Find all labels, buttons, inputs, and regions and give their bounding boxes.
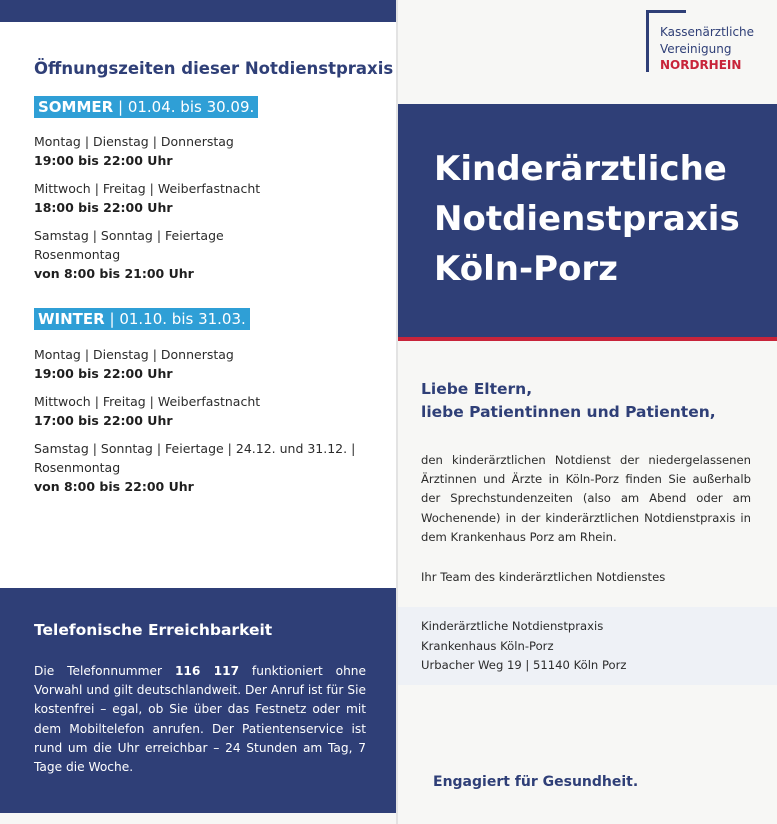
phone-text-after: funktioniert ohne Vorwahl und gilt deutschlandweit. Der Anruf ist für Sie kostenfrei – egal, ob Sie über das Festnetz oder mit dem Mobiltelefon anrufen. Der Patientenservice ist rund um die Uhr erreichbar – 24 Stunden am Tag, 7 Tage die Woche.	[34, 664, 367, 775]
opening-hours-panel	[0, 22, 396, 588]
days-label: Montag | Dienstag | Donnerstag	[34, 134, 234, 149]
summer-label: SOMMER	[38, 98, 114, 116]
title-accent-line	[398, 337, 777, 341]
days-label-2: Rosenmontag	[34, 247, 121, 262]
phone-number: 116 117	[174, 664, 240, 678]
title-block	[398, 104, 777, 337]
team-signature: Ihr Team des kinderärztlichen Notdienstes	[421, 570, 666, 584]
greeting-line-2: liebe Patientinnen und Patienten,	[421, 403, 716, 421]
intro-text: den kinderärztlichen Notdienst der niedergelassenen Ärztinnen und Ärzte in Köln-Porz finden Sie außerhalb der Sprechstundenzeiten (also am Abend oder am Wochenende) in der kinderärztlichen Notdienstpraxis in dem Krankenhaus Porz am Rhein.	[421, 453, 751, 544]
address-box	[398, 607, 777, 685]
summer-weekend-hours	[34, 226, 224, 283]
days-label: Mittwoch | Freitag | Weiberfastnacht	[34, 394, 261, 409]
winter-weekday-hours	[34, 345, 234, 383]
days-label: Mittwoch | Freitag | Weiberfastnacht	[34, 181, 261, 196]
logo-line-2: Vereinigung	[660, 42, 732, 56]
time-label: von 8:00 bis 22:00 Uhr	[34, 479, 194, 494]
summer-badge	[34, 96, 258, 118]
time-label: 18:00 bis 22:00 Uhr	[34, 200, 173, 215]
top-band	[0, 0, 396, 22]
time-label: 19:00 bis 22:00 Uhr	[34, 366, 173, 381]
phone-title: Telefonische Erreichbarkeit	[34, 621, 273, 639]
title-line-3: Köln-Porz	[434, 249, 618, 289]
time-label: 17:00 bis 22:00 Uhr	[34, 413, 173, 428]
days-label: Samstag | Sonntag | Feiertage | 24.12. und 31.12. |	[34, 441, 356, 456]
time-label: 19:00 bis 22:00 Uhr	[34, 153, 173, 168]
address	[421, 617, 626, 676]
address-line-3: Urbacher Weg 19 | 51140 Köln Porz	[421, 658, 627, 672]
winter-badge	[34, 308, 250, 330]
winter-midweek-hours	[34, 392, 260, 430]
days-label: Samstag | Sonntag | Feiertage	[34, 228, 224, 243]
winter-label: WINTER	[38, 310, 105, 328]
time-label: von 8:00 bis 21:00 Uhr	[34, 266, 194, 281]
title-line-1: Kinderärztliche	[434, 149, 727, 189]
logo-bracket-vertical	[646, 10, 649, 72]
slogan: Engagiert für Gesundheit.	[433, 774, 639, 790]
greeting-line-1: Liebe Eltern,	[421, 380, 533, 398]
logo-line-1: Kassenärztliche	[660, 25, 755, 39]
phone-text	[34, 662, 366, 777]
main-title	[434, 144, 740, 294]
days-label: Montag | Dienstag | Donnerstag	[34, 347, 234, 362]
phone-panel	[0, 588, 396, 813]
address-line-2: Krankenhaus Köln-Porz	[421, 638, 554, 653]
logo-line-3: NORDRHEIN	[660, 58, 742, 72]
summer-weekday-hours	[34, 132, 234, 170]
winter-range: | 01.10. bis 31.03.	[109, 310, 246, 328]
summer-range: | 01.04. bis 30.09.	[118, 98, 255, 116]
days-label-2: Rosenmontag	[34, 460, 121, 475]
logo-bracket-horizontal	[646, 10, 686, 13]
kvno-logo	[646, 10, 774, 76]
title-line-2: Notdienstpraxis	[434, 199, 740, 239]
summer-midweek-hours	[34, 179, 260, 217]
phone-text-before: Die Telefonnummer	[34, 664, 175, 678]
greeting	[421, 378, 716, 424]
opening-hours-title: Öffnungszeiten dieser Notdienstpraxis	[34, 59, 394, 78]
address-line-1: Kinderärztliche Notdienstpraxis	[421, 619, 604, 633]
winter-weekend-hours	[34, 439, 355, 496]
